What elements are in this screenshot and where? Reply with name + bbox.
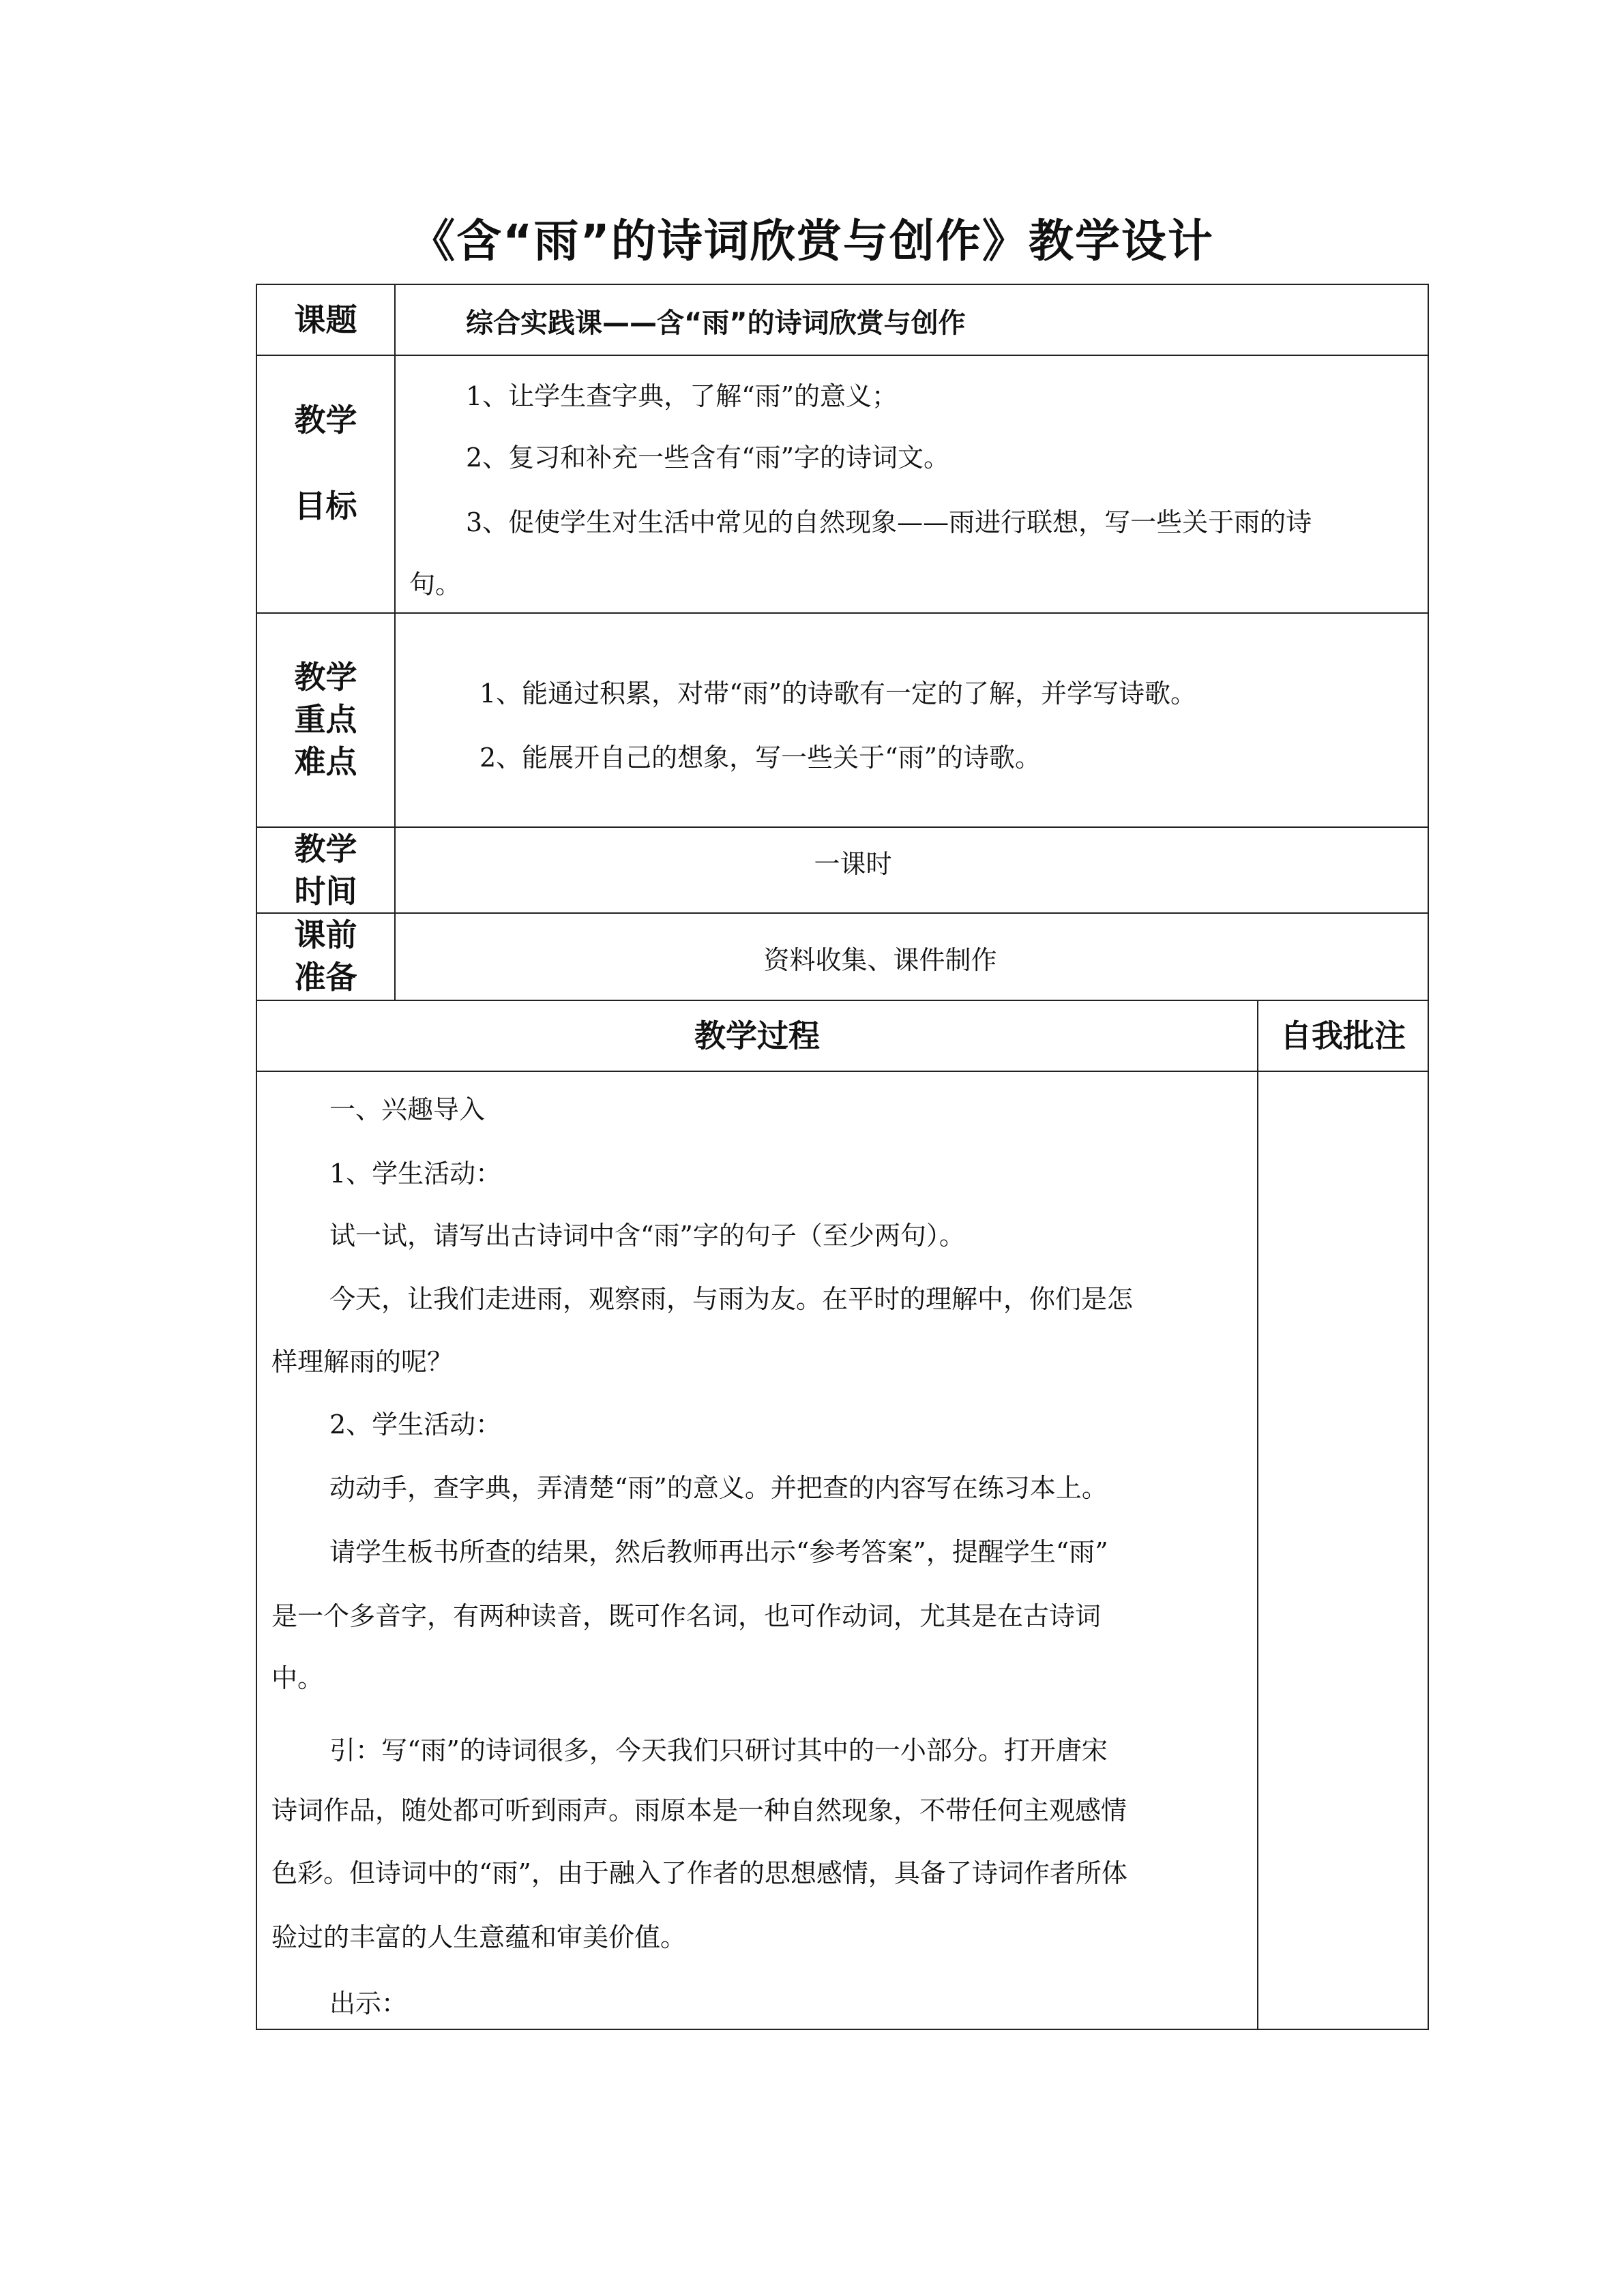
- key-point-item: 1、能通过积累，对带“雨”的诗歌有一定的了解，并学写诗歌。: [479, 679, 1197, 709]
- topic-value: 综合实践课——含“雨”的诗词欣赏与创作: [466, 308, 966, 339]
- process-line: 2、学生活动：: [329, 1410, 502, 1440]
- objective-item: 2、复习和补充一些含有“雨”字的诗词文。: [466, 443, 950, 473]
- key-points-label-line3: 难点: [294, 743, 357, 780]
- process-line: 验过的丰富的人生意蕴和审美价值。: [271, 1922, 687, 1952]
- process-line: 出示：: [329, 1988, 408, 2018]
- key-points-value-cell: [394, 612, 1429, 828]
- process-line: 今天，让我们走进雨，观察雨，与雨为友。在平时的理解中，你们是怎: [329, 1284, 1134, 1314]
- process-line: 请学生板书所查的结果，然后教师再出示“参考答案”，提醒学生“雨”: [329, 1537, 1108, 1567]
- objectives-label-line2: 目标: [294, 488, 357, 524]
- time-label-line2: 时间: [294, 873, 357, 910]
- notes-header: 自我批注: [1280, 1017, 1406, 1054]
- page-title: 《含“雨”的诗词欣赏与创作》教学设计: [410, 215, 1214, 267]
- process-line: 诗词作品，随处都可听到雨声。雨原本是一种自然现象，不带任何主观感情: [271, 1795, 1127, 1825]
- objective-item: 3、促使学生对生活中常见的自然现象——雨进行联想，写一些关于雨的诗: [466, 507, 1312, 537]
- prep-value: 资料收集、课件制作: [763, 945, 997, 975]
- process-line: 引：写“雨”的诗词很多，今天我们只研讨其中的一小部分。打开唐宋: [329, 1735, 1108, 1765]
- process-line: 一、兴趣导入: [329, 1094, 486, 1124]
- notes-body-cell: [1257, 1071, 1429, 2030]
- key-points-label-line1: 教学: [294, 659, 357, 696]
- process-line: 1、学生活动：: [329, 1159, 502, 1189]
- objectives-label-line1: 教学: [294, 402, 357, 438]
- objective-item: 句。: [409, 569, 462, 599]
- topic-label: 课题: [294, 301, 357, 338]
- key-point-item: 2、能展开自己的想象，写一些关于“雨”的诗歌。: [479, 743, 1042, 773]
- process-line: 样理解雨的呢？: [271, 1347, 454, 1377]
- prep-label-line2: 准备: [294, 959, 357, 996]
- time-label-line1: 教学: [294, 831, 357, 867]
- process-line: 色彩。但诗词中的“雨”，由于融入了作者的思想感情，具备了诗词作者所体: [271, 1858, 1127, 1888]
- process-line: 试一试，请写出古诗词中含“雨”字的句子（至少两句）。: [329, 1221, 965, 1251]
- objective-item: 1、让学生查字典，了解“雨”的意义；: [466, 381, 898, 411]
- prep-label-line1: 课前: [294, 916, 357, 953]
- time-value: 一课时: [814, 849, 892, 879]
- process-line: 动动手，查字典，弄清楚“雨”的意义。并把查的内容写在练习本上。: [329, 1473, 1108, 1503]
- process-header: 教学过程: [694, 1017, 820, 1054]
- objectives-label-cell: [256, 355, 396, 614]
- process-line: 中。: [271, 1663, 324, 1693]
- key-points-label-line2: 重点: [294, 701, 357, 738]
- process-line: 是一个多音字，有两种读音，既可作名词，也可作动词，尤其是在古诗词: [271, 1601, 1102, 1631]
